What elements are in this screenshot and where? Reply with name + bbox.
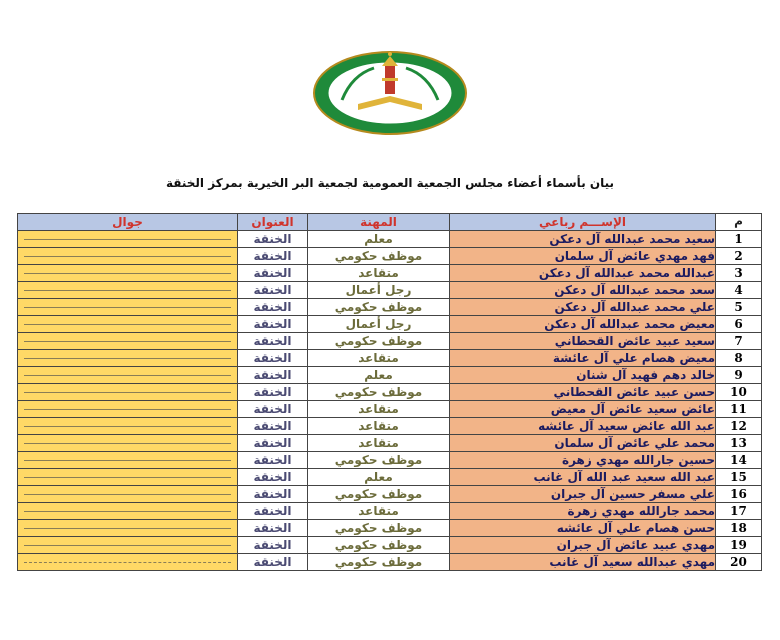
member-phone <box>18 231 238 248</box>
member-job: موظف حكومي <box>308 333 450 350</box>
member-job: موظف حكومي <box>308 520 450 537</box>
table-row <box>18 299 762 316</box>
member-address: الخنقة <box>238 299 308 316</box>
member-name: محمد جارالله مهدي زهرة <box>450 503 716 520</box>
member-address: الخنقة <box>238 367 308 384</box>
member-phone <box>18 350 238 367</box>
member-address: الخنقة <box>238 486 308 503</box>
row-number: 20 <box>716 554 762 571</box>
phone-redacted-line <box>24 273 231 274</box>
member-phone <box>18 452 238 469</box>
member-address: الخنقة <box>238 231 308 248</box>
row-number: 14 <box>716 452 762 469</box>
row-number: 6 <box>716 316 762 333</box>
member-name: مهدي عبيد عائض آل جبران <box>450 537 716 554</box>
member-name: عبدالله محمد عبدالله آل دعكن <box>450 265 716 282</box>
member-phone <box>18 520 238 537</box>
table-header-row <box>18 214 762 231</box>
member-name: مهدي عبدالله سعيد آل غانب <box>450 554 716 571</box>
member-phone <box>18 333 238 350</box>
member-phone <box>18 435 238 452</box>
table-row <box>18 435 762 452</box>
phone-redacted-line <box>24 358 231 359</box>
phone-redacted-line <box>24 511 231 512</box>
member-job: متقاعد <box>308 503 450 520</box>
member-phone <box>18 316 238 333</box>
member-phone <box>18 469 238 486</box>
member-address: الخنقة <box>238 418 308 435</box>
member-phone <box>18 418 238 435</box>
members-table <box>17 213 762 571</box>
phone-redacted-line <box>24 409 231 410</box>
member-name: معيض محمد عبدالله آل دعكن <box>450 316 716 333</box>
row-number: 5 <box>716 299 762 316</box>
phone-redacted-line <box>24 528 231 529</box>
member-address: الخنقة <box>238 469 308 486</box>
member-address: الخنقة <box>238 265 308 282</box>
phone-redacted-line <box>24 341 231 342</box>
member-job: موظف حكومي <box>308 384 450 401</box>
table-row <box>18 265 762 282</box>
member-job: موظف حكومي <box>308 486 450 503</box>
row-number: 10 <box>716 384 762 401</box>
member-name: علي محمد عبدالله آل دعكن <box>450 299 716 316</box>
row-number: 13 <box>716 435 762 452</box>
member-address: الخنقة <box>238 520 308 537</box>
table-row <box>18 503 762 520</box>
member-address: الخنقة <box>238 282 308 299</box>
member-job: موظف حكومي <box>308 299 450 316</box>
member-job: موظف حكومي <box>308 554 450 571</box>
member-name: فهد مهدي عائض آل سلمان <box>450 248 716 265</box>
member-job: متقاعد <box>308 350 450 367</box>
member-phone <box>18 554 238 571</box>
member-name: حسن هصام علي آل عائشه <box>450 520 716 537</box>
table-row <box>18 333 762 350</box>
member-address: الخنقة <box>238 503 308 520</box>
phone-redacted-line <box>24 392 231 393</box>
row-number: 9 <box>716 367 762 384</box>
phone-redacted-line <box>24 290 231 291</box>
member-name: سعيد محمد عبدالله آل دعكن <box>450 231 716 248</box>
member-address: الخنقة <box>238 452 308 469</box>
member-name: عائض سعيد عائض آل معيض <box>450 401 716 418</box>
member-job: رجل أعمال <box>308 316 450 333</box>
member-phone <box>18 248 238 265</box>
table-row <box>18 418 762 435</box>
member-address: الخنقة <box>238 316 308 333</box>
phone-redacted-line <box>24 324 231 325</box>
table-row <box>18 367 762 384</box>
member-phone <box>18 503 238 520</box>
member-address: الخنقة <box>238 248 308 265</box>
phone-redacted-line <box>24 477 231 478</box>
member-phone <box>18 265 238 282</box>
row-number: 15 <box>716 469 762 486</box>
member-name: حسن عبيد عائض القحطاني <box>450 384 716 401</box>
table-row <box>18 282 762 299</box>
header-job: المهنة <box>308 214 450 231</box>
header-name: الإســـم رباعي <box>450 214 716 231</box>
page-title: بيان بأسماء أعضاء مجلس الجمعية العمومية لجمعية البر الخيرية بمركز الخنقة <box>165 176 615 190</box>
member-address: الخنقة <box>238 554 308 571</box>
row-number: 7 <box>716 333 762 350</box>
table-row <box>18 231 762 248</box>
phone-redacted-line <box>24 307 231 308</box>
row-number: 19 <box>716 537 762 554</box>
member-job: معلم <box>308 231 450 248</box>
member-name: علي مسفر حسين آل جبران <box>450 486 716 503</box>
table-row <box>18 401 762 418</box>
member-job: رجل أعمال <box>308 282 450 299</box>
member-name: معيض هصام علي آل عائشة <box>450 350 716 367</box>
phone-redacted-line <box>24 562 231 563</box>
member-phone <box>18 401 238 418</box>
table-row <box>18 248 762 265</box>
phone-redacted-line <box>24 256 231 257</box>
member-name: سعد محمد عبدالله آل دعكن <box>450 282 716 299</box>
header-num: م <box>716 214 762 231</box>
row-number: 11 <box>716 401 762 418</box>
row-number: 4 <box>716 282 762 299</box>
table-row <box>18 520 762 537</box>
table-row <box>18 384 762 401</box>
association-logo <box>312 50 468 136</box>
member-job: موظف حكومي <box>308 452 450 469</box>
member-phone <box>18 299 238 316</box>
member-phone <box>18 367 238 384</box>
header-phone: جوال <box>18 214 238 231</box>
table-row <box>18 469 762 486</box>
phone-redacted-line <box>24 239 231 240</box>
table-row <box>18 537 762 554</box>
table-row <box>18 316 762 333</box>
member-phone <box>18 282 238 299</box>
member-job: معلم <box>308 367 450 384</box>
row-number: 3 <box>716 265 762 282</box>
member-name: سعيد عبيد عائض القحطاني <box>450 333 716 350</box>
member-job: متقاعد <box>308 265 450 282</box>
phone-redacted-line <box>24 460 231 461</box>
member-name: عبد الله سعيد عبد الله آل غانب <box>450 469 716 486</box>
row-number: 8 <box>716 350 762 367</box>
member-address: الخنقة <box>238 333 308 350</box>
table-row <box>18 554 762 571</box>
row-number: 16 <box>716 486 762 503</box>
member-name: عبد الله عائض سعيد آل عائشه <box>450 418 716 435</box>
member-name: محمد علي عائض آل سلمان <box>450 435 716 452</box>
row-number: 17 <box>716 503 762 520</box>
phone-redacted-line <box>24 545 231 546</box>
member-address: الخنقة <box>238 350 308 367</box>
member-job: معلم <box>308 469 450 486</box>
member-phone <box>18 537 238 554</box>
table-row <box>18 486 762 503</box>
row-number: 2 <box>716 248 762 265</box>
row-number: 12 <box>716 418 762 435</box>
phone-redacted-line <box>24 426 231 427</box>
phone-redacted-line <box>24 494 231 495</box>
member-name: حسين جارالله مهدي زهرة <box>450 452 716 469</box>
table-row <box>18 350 762 367</box>
member-address: الخنقة <box>238 384 308 401</box>
member-address: الخنقة <box>238 537 308 554</box>
phone-redacted-line <box>24 443 231 444</box>
member-job: متقاعد <box>308 435 450 452</box>
header-address: العنوان <box>238 214 308 231</box>
member-job: موظف حكومي <box>308 537 450 554</box>
member-job: متقاعد <box>308 418 450 435</box>
member-name: خالد دهم فهيد آل شنان <box>450 367 716 384</box>
phone-redacted-line <box>24 375 231 376</box>
row-number: 1 <box>716 231 762 248</box>
member-address: الخنقة <box>238 435 308 452</box>
member-phone <box>18 486 238 503</box>
member-phone <box>18 384 238 401</box>
member-address: الخنقة <box>238 401 308 418</box>
row-number: 18 <box>716 520 762 537</box>
table-row <box>18 452 762 469</box>
member-job: موظف حكومي <box>308 248 450 265</box>
member-job: متقاعد <box>308 401 450 418</box>
